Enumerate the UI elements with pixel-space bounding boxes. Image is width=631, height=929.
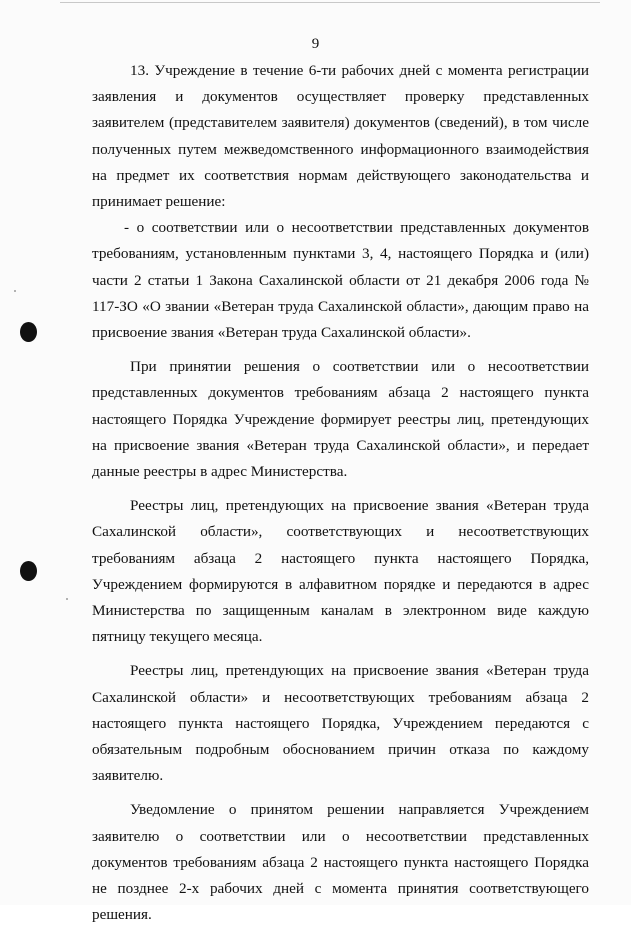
paragraph-decision-option: - о соответствии или о несоответствии представленных документов требованиям, установленным пунктами 3, 4, настоящего Порядка и (или) части 2 статьи 1 Закона Сахалинской области от 21 декабря 2006 года № 117-ЗО «О звании «Ветеран труда Сахалинской области», дающим право на присвоение звания «Ветеран труда Сахалинской области». [92,219,589,342]
scan-speck [66,598,68,600]
punch-hole-mark [20,561,37,581]
paragraph-notification: Уведомление о принятом решении направляется Учреждением заявителю о соответствии или о несоответствии представленных документов требованиям абзаца 2 настоящего пункта настоящего Порядка не позднее 2-х рабочих дней с момента принятия соответствующего решения. [92,801,589,924]
scan-edge-line [60,2,600,3]
document-body [92,58,589,929]
page-number: 9 [311,36,320,52]
paragraph-item-13: 13. Учреждение в течение 6-ти рабочих дней с момента регистрации заявления и документов осуществляет проверку представленных заявителем (представителем заявителя) документов (сведений), в том числе полученных путем межведомственного информационного взаимодействия на предмет их соответствия нормам действующего законодательства и принимает решение: [92,62,589,211]
paragraph-registry-refusal: Реестры лиц, претендующих на присвоение звания «Ветеран труда Сахалинской области» и несоответствующих требованиям абзаца 2 настоящего пункта настоящего Порядка, Учреждением передаются с обязательным подробным обоснованием причин отказа по каждому заявителю. [92,662,589,785]
paragraph-registry-formation: При принятии решения о соответствии или о несоответствии представленных документов требованиям абзаца 2 настоящего пункта настоящего Порядка Учреждение формирует реестры лиц, претендующих на присвоение звания «Ветеран труда Сахалинской области», и передает данные реестры в адрес Министерства. [92,358,589,481]
paragraph-registry-transfer: Реестры лиц, претендующих на присвоение звания «Ветеран труда Сахалинской области», соответствующих и несоответствующих требованиям абзаца 2 настоящего пункта настоящего Порядка, Учреждением формируются в алфавитном порядке и передаются в адрес Министерства по защищенным каналам в электронном виде каждую пятницу текущего месяца. [92,497,589,646]
scan-speck [14,290,16,292]
punch-hole-mark [20,322,37,342]
